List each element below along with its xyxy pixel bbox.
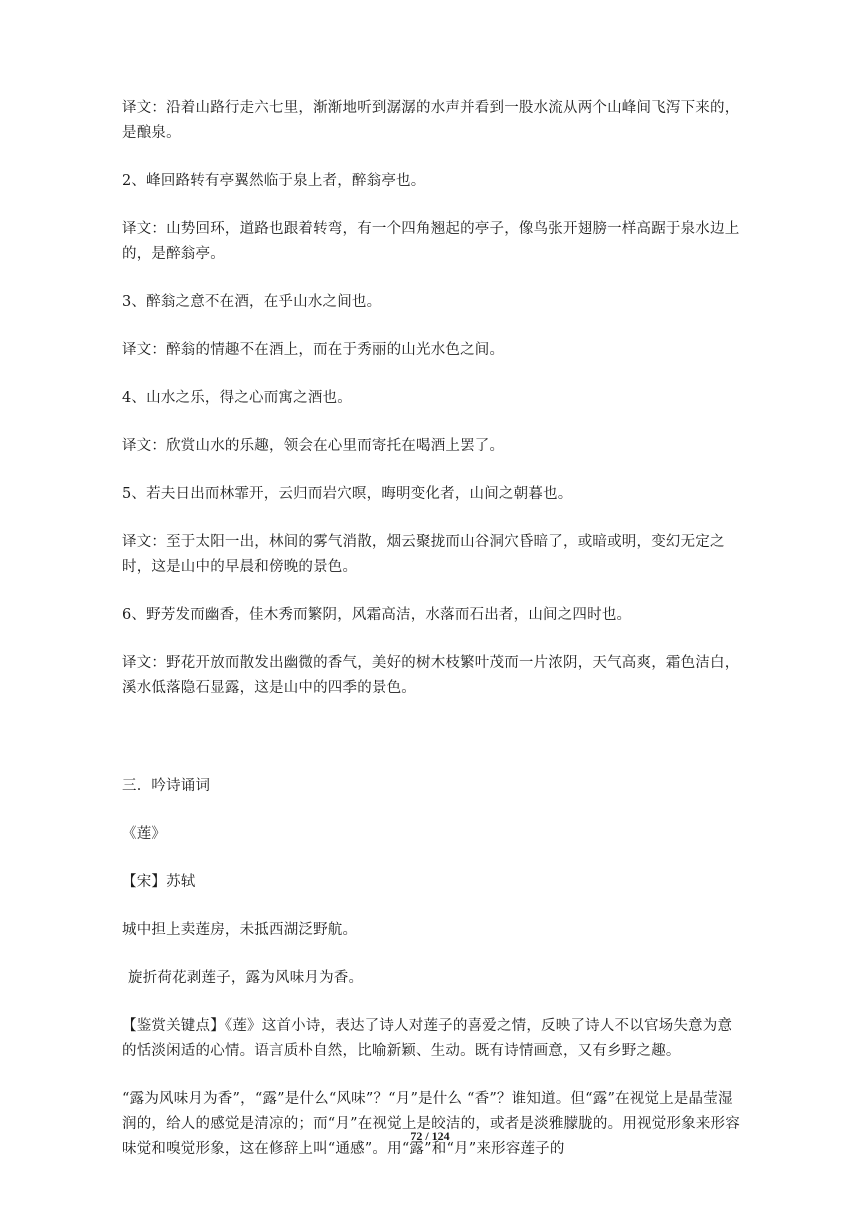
page-current: 72: [410, 1129, 423, 1143]
poem-author: 【宋】苏轼: [122, 874, 196, 890]
paragraph-translation-6: 译文：野花开放而散发出幽微的香气，美好的树木枝繁叶茂而一片浓阴，天气高爽，霜色洁白，溪水低落隐石显露，这是山中的四季的景色。: [122, 655, 740, 696]
appreciation-paragraph-2: “露为风味月为香”，“露”是什么“风味”？“月”是什么 “香”？谁知道。但“露”在视觉上是晶莹湿润的，给人的感觉是清凉的；而“月”在视觉上是皎洁的，或者是淡雅朦胧的。用视觉形象来形容味觉和嗅觉形象，这在修辞上叫“通感”。用“露”和“月”来形容莲子的: [122, 1091, 740, 1157]
paragraph-translation-3: 译文：醉翁的情趣不在酒上，而在于秀丽的山光水色之间。: [122, 342, 505, 358]
paragraph-translation-4: 译文：欣赏山水的乐趣，领会在心里而寄托在喝酒上罢了。: [122, 438, 505, 454]
paragraph-sentence-3: 3、醉翁之意不在酒，在乎山水之间也。: [122, 294, 382, 310]
page-separator: /: [422, 1129, 432, 1143]
page-content: [122, 96, 742, 1185]
page-total: 124: [431, 1129, 450, 1143]
page-number-footer: [0, 1129, 860, 1144]
section-spacer: [122, 724, 742, 774]
paragraph-sentence-4: 4、山水之乐，得之心而寓之酒也。: [122, 390, 352, 406]
section-heading: 三．吟诗诵词: [122, 778, 211, 794]
poem-line-1: 城中担上卖莲房，未抵西湖泛野航。: [122, 922, 358, 938]
paragraph-sentence-6: 6、野芳发而幽香，佳木秀而繁阴，风霜高洁，水落而石出者，山间之四时也。: [122, 607, 632, 623]
paragraph-sentence-5: 5、若夫日出而林霏开，云归而岩穴暝，晦明变化者，山间之朝暮也。: [122, 486, 573, 502]
paragraph-sentence-2: 2、峰回路转有亭翼然临于泉上者，醉翁亭也。: [122, 173, 426, 189]
paragraph-translation-1: 译文：沿着山路行走六七里，渐渐地听到潺潺的水声并看到一股水流从两个山峰间飞泻下来的，是酿泉。: [122, 100, 740, 141]
paragraph-translation-2: 译文：山势回环，道路也跟着转弯，有一个四角翘起的亭子，像鸟张开翅膀一样高踞于泉水边上的，是醉翁亭。: [122, 221, 740, 262]
paragraph-translation-5: 译文：至于太阳一出，林间的雾气消散，烟云聚拢而山谷洞穴昏暗了，或暗或明，变幻无定之时，这是山中的早晨和傍晚的景色。: [122, 534, 725, 575]
appreciation-paragraph-1: 【鉴赏关键点】《莲》这首小诗，表达了诗人对莲子的喜爱之情，反映了诗人不以官场失意为意的恬淡闲适的心情。语言质朴自然，比喻新颖、生动。既有诗情画意，又有乡野之趣。: [122, 1018, 733, 1059]
poem-title: 《莲》: [122, 826, 167, 842]
poem-line-2: 旋折荷花剥莲子，露为风味月为香。: [128, 970, 364, 986]
